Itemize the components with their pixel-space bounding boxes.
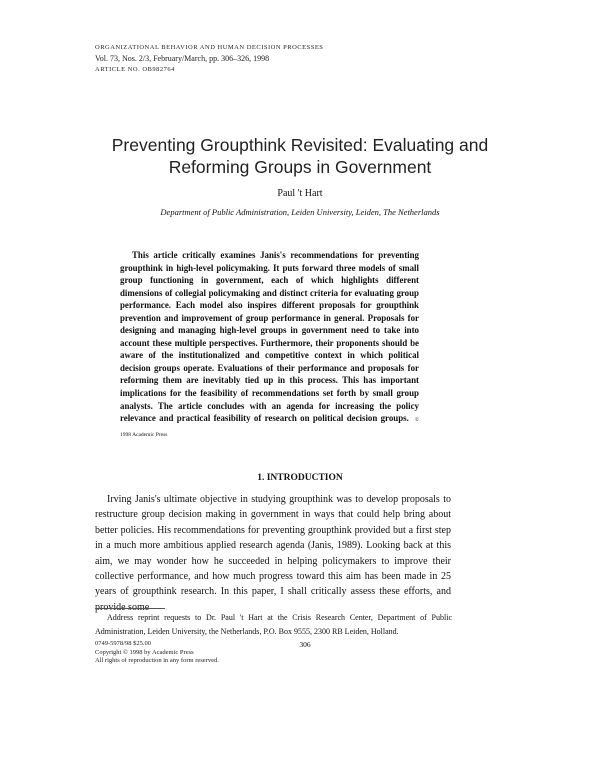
title-line-2: Reforming Groups in Government (168, 157, 432, 177)
abstract-copyright: © 1998 Academic Press (120, 417, 419, 438)
page-number: 306 (299, 640, 311, 649)
article-number: ARTICLE NO. OB982764 (95, 66, 175, 73)
footer-copyright: Copyright © 1998 by Academic Press (95, 648, 194, 656)
abstract-text: This article critically examines Janis's recommendations for preventing groupthink in high-level policymaking. It puts forward three models of small group functioning in government, each of which highlights different dimensions of collegial policymaking and distinct criteria for evaluating group performance. Each model also inspires different proposals for groupthink prevention and improvement of group performance in general. Proposals for designing and managing high-level groups in government need to take into account these multiple perspectives. Furthermore, their proponents should be aware of the institutionalized and competitive context in which political decision groups operate. Evaluations of their performance and proposals for reforming them are inevitably tied up in this process. This has important implications for the feasibility of recommendations set forth by small group analysts. The article concludes with an agenda for increasing the policy relevance and practical feasibility of research on political decision groups. (120, 250, 419, 424)
paper-title (60, 134, 540, 178)
author-name: Paul 't Hart (277, 188, 323, 199)
footnote-divider (95, 608, 165, 609)
title-line-1: Preventing Groupthink Revisited: Evaluating and (111, 135, 489, 155)
abstract (120, 249, 419, 441)
section-heading: 1. INTRODUCTION (257, 473, 343, 483)
volume-line: Vol. 73, Nos. 2/3, February/March, pp. 306–326, 1998 (95, 54, 270, 63)
journal-header (95, 42, 495, 75)
journal-name: ORGANIZATIONAL BEHAVIOR AND HUMAN DECISION PROCESSES (95, 44, 324, 51)
publication-footer (95, 640, 315, 666)
author-affiliation: Department of Public Administration, Leiden University, Leiden, The Netherlands (160, 207, 440, 217)
introduction-paragraph: Irving Janis's ultimate objective in studying groupthink was to develop proposals to restructure group decision making in government in ways that could help bring about better policies. His recommendations for preventing groupthink provided but a first step in a much more ambitious applied research agenda (Janis, 1989). Looking back at this aim, we may wonder how he succeeded in helping policymakers to improve their collective performance, and how much progress toward this aim has been made in 25 years of groupthink research. In this paper, I shall critically assess these efforts, and provide some (95, 494, 451, 613)
footnote: Address reprint requests to Dr. Paul 't Hart at the Crisis Research Center, Department of Public Administration, Leiden University, the Netherlands, P.O. Box 9555, 2300 RB Leiden, Holland. (95, 613, 452, 636)
footer-rights: All rights of reproduction in any form reserved. (95, 657, 219, 664)
issn-price: 0749-5978/98 $25.00 (95, 640, 151, 647)
